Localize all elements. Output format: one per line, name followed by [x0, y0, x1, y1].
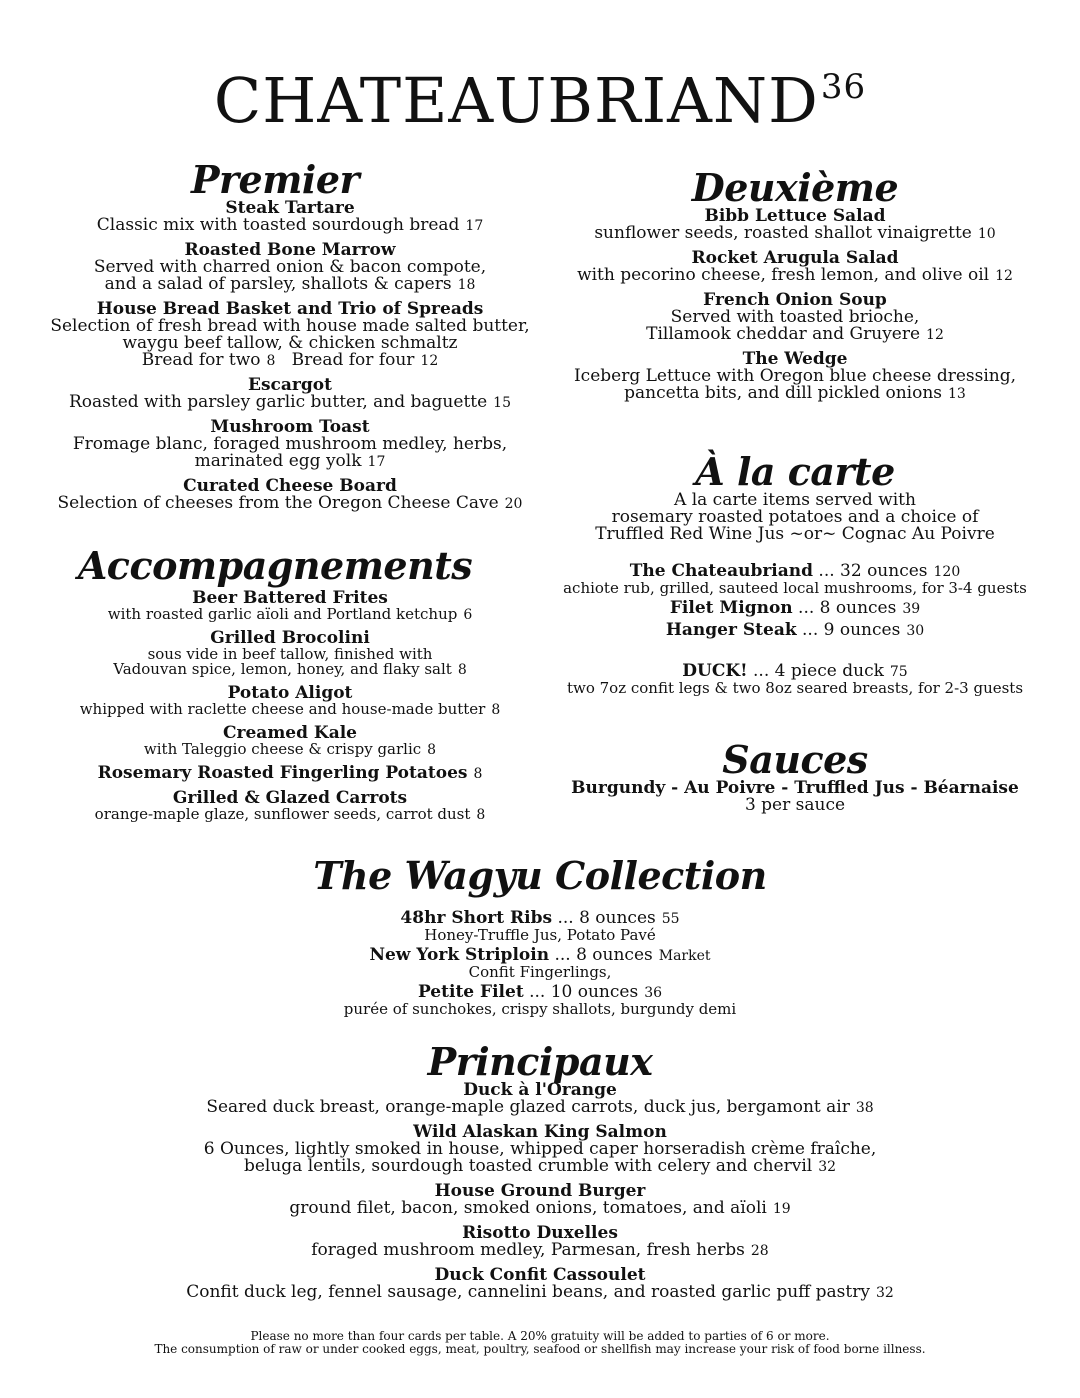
accompagnements-heading: Accompagnements [77, 543, 473, 588]
menu-item-duck: DUCK! ... 4 piece duck 75 two 7oz confit legs & two 8oz seared breasts, for 2-3 guests [566, 661, 1024, 697]
sauces-section [545, 737, 1045, 815]
menu-item-short-ribs: 48hr Short Ribs ... 8 ounces 55 Honey-Truffle Jus, Potato Pavé [400, 908, 680, 944]
sauces-list: Burgundy - Au Poivre - Truffled Jus - Béarnaise [571, 778, 1019, 798]
menu-item-glazed-carrots: Grilled & Glazed Carrots orange-maple glaze, sunflower seeds, carrot dust 8 [94, 788, 486, 823]
premier-heading: Premier [190, 157, 360, 202]
principaux-section [0, 1039, 1080, 1309]
menu-item-cassoulet: Duck Confit Cassoulet Confit duck leg, fennel sausage, cannelini beans, and roasted garlic puff pastry 32 [186, 1265, 894, 1302]
menu-item-bibb-salad: Bibb Lettuce Salad sunflower seeds, roasted shallot vinaigrette 10 [594, 206, 996, 243]
footer-gratuity-note: Please no more than four cards per table. A 20% gratuity will be added to parties of 6 or more. [250, 1329, 830, 1343]
alacarte-intro-line-2: rosemary roasted potatoes and a choice of [611, 507, 979, 527]
restaurant-name: CHATEAUBRIAND [213, 64, 819, 137]
menu-item-escargot: Escargot Roasted with parsley garlic butter, and baguette 15 [68, 375, 511, 412]
menu-item-cheese-board: Curated Cheese Board Selection of cheeses from the Oregon Cheese Cave 20 [57, 476, 523, 513]
menu-item-bone-marrow: Roasted Bone Marrow Served with charred onion & bacon compote, and a salad of parsley, shallots & capers 18 [93, 240, 487, 294]
menu-item-ny-striploin: New York Striploin ... 8 ounces Market Confit Fingerlings, [369, 945, 711, 981]
menu-item-hanger-steak: Hanger Steak ... 9 ounces 30 [665, 620, 925, 640]
alacarte-heading: À la carte [695, 449, 895, 494]
menu-item-steak-tartare: Steak Tartare Classic mix with toasted sourdough bread 17 [96, 198, 484, 235]
wagyu-heading: The Wagyu Collection [313, 853, 767, 898]
menu-item-petite-filet: Petite Filet ... 10 ounces 36 purée of sunchokes, crispy shallots, burgundy demi [343, 982, 737, 1018]
alacarte-intro-line-1: A la carte items served with [674, 490, 916, 510]
premier-section [20, 157, 560, 520]
sauces-price: 3 per sauce [744, 795, 846, 815]
menu-item-brocolini: Grilled Brocolini sous vide in beef tallow, finished with Vadouvan spice, lemon, honey, and flaky salt 8 [113, 628, 467, 678]
menu-item-onion-soup: French Onion Soup Served with toasted brioche, Tillamook cheddar and Gruyere 12 [646, 290, 944, 344]
menu-item-king-salmon: Wild Alaskan King Salmon 6 Ounces, lightly smoked in house, whipped caper horseradish crème fraîche, beluga lentils, sourdough toasted crumble with celery and chervil 32 [203, 1122, 877, 1176]
menu-item-bread-basket: House Bread Basket and Trio of Spreads Selection of fresh bread with house made salted butter, waygu beef tallow, & chicken schmaltz Bread for two 8 Bread for four 12 [50, 299, 530, 370]
menu-item-duck-orange: Duck à l'Orange Seared duck breast, orange-maple glazed carrots, duck jus, bergamont air 38 [206, 1080, 874, 1117]
accompagnements-section [20, 543, 560, 830]
alacarte-intro-line-3: Truffled Red Wine Jus ~or~ Cognac Au Poivre [595, 524, 995, 544]
restaurant-number: 36 [820, 67, 867, 107]
principaux-heading: Principaux [427, 1039, 653, 1084]
menu-item-mushroom-toast: Mushroom Toast Fromage blanc, foraged mushroom medley, herbs, marinated egg yolk 17 [72, 417, 508, 471]
menu-item-filet-mignon: Filet Mignon ... 8 ounces 39 [669, 598, 921, 618]
restaurant-title [0, 66, 1080, 136]
menu-item-wedge: The Wedge Iceberg Lettuce with Oregon blue cheese dressing, pancetta bits, and dill pickled onions 13 [573, 349, 1017, 403]
footer-notes [0, 1330, 1080, 1356]
menu-item-frites: Beer Battered Frites with roasted garlic aïoli and Portland ketchup 6 [107, 588, 473, 623]
menu-item-fingerling-potatoes: Rosemary Roasted Fingerling Potatoes 8 [97, 763, 483, 783]
menu-item-chateaubriand: The Chateaubriand ... 32 ounces 120 achiote rub, grilled, sauteed local mushrooms, for 3-4 guests [563, 561, 1027, 597]
sauces-heading: Sauces [722, 737, 868, 782]
menu-item-burger: House Ground Burger ground filet, bacon, smoked onions, tomatoes, and aïoli 19 [289, 1181, 791, 1218]
menu-item-creamed-kale: Creamed Kale with Taleggio cheese & crispy garlic 8 [143, 723, 437, 758]
deuxieme-heading: Deuxième [691, 165, 899, 210]
alacarte-section [545, 449, 1045, 703]
menu-item-risotto: Risotto Duxelles foraged mushroom medley, Parmesan, fresh herbs 28 [311, 1223, 769, 1260]
menu-item-arugula-salad: Rocket Arugula Salad with pecorino cheese, fresh lemon, and olive oil 12 [577, 248, 1013, 285]
menu-item-potato-aligot: Potato Aligot whipped with raclette cheese and house-made butter 8 [79, 683, 501, 718]
footer-consumption-warning: The consumption of raw or under cooked eggs, meat, poultry, seafood or shellfish may increase your risk of food borne illness. [154, 1342, 926, 1356]
wagyu-section [0, 853, 1080, 1024]
deuxieme-section [545, 165, 1045, 410]
